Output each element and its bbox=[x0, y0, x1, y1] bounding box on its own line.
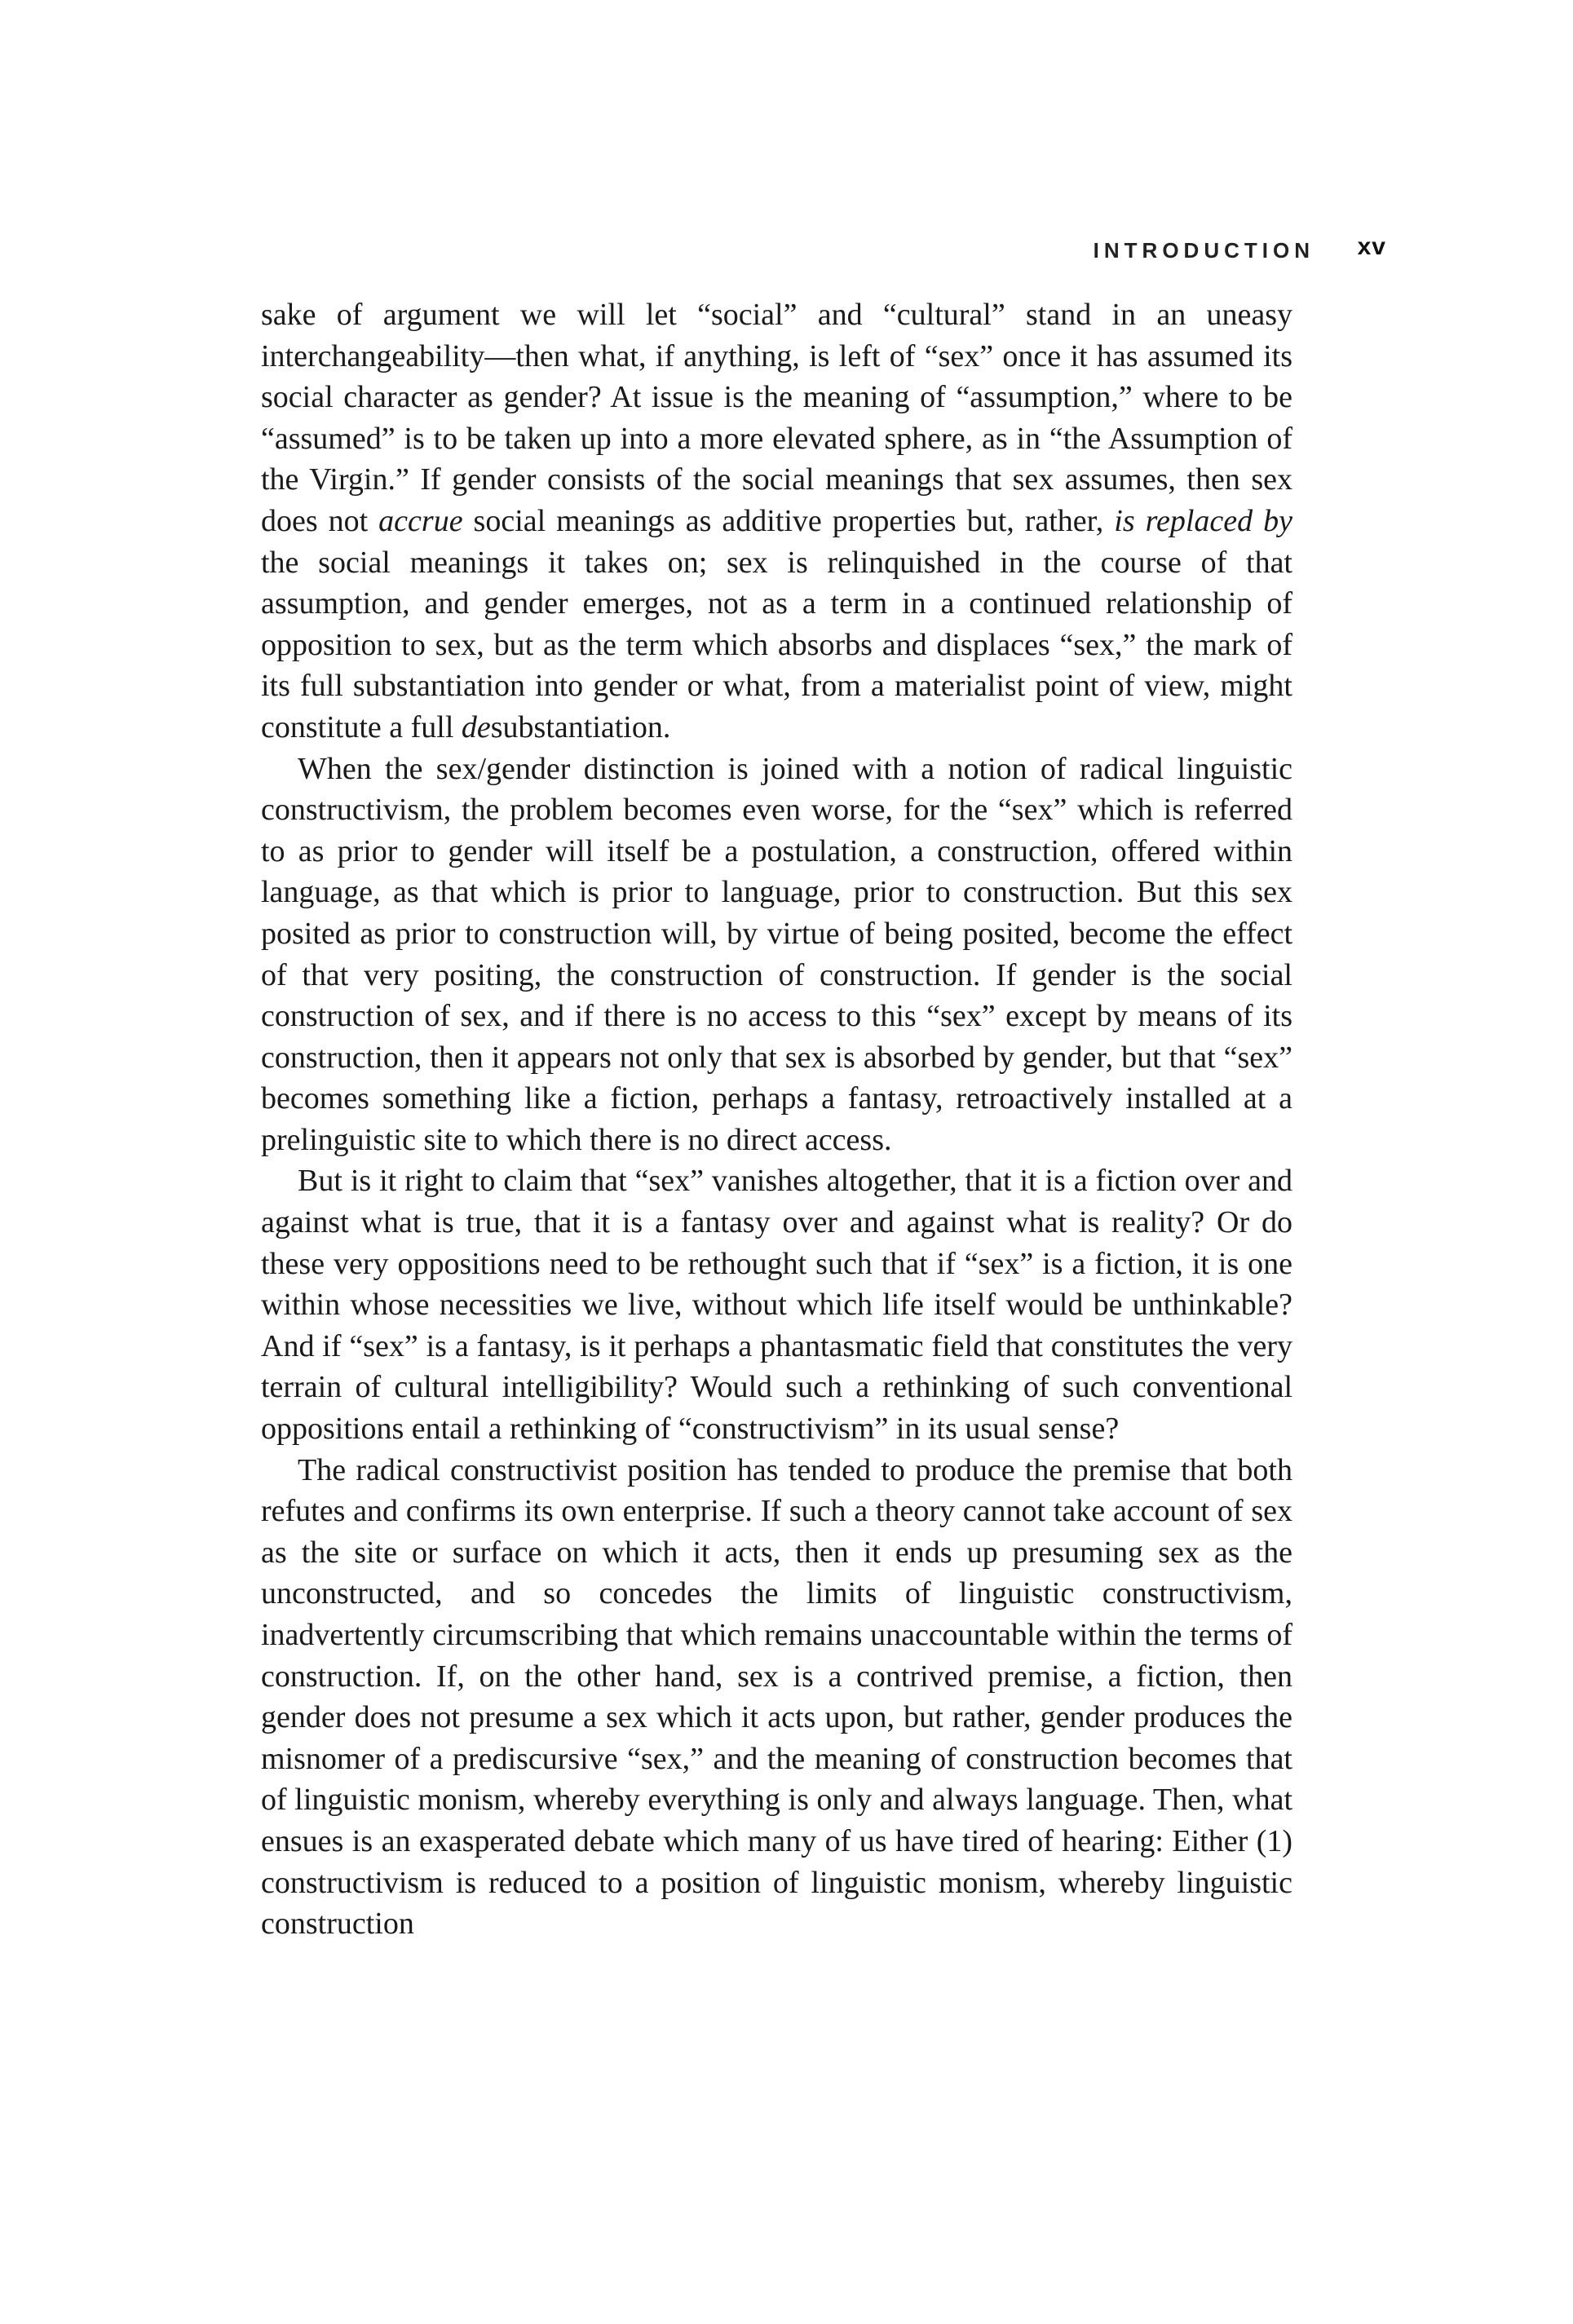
paragraph-1-text-3: the social meanings it takes on; sex is relinquished in the course of that assumption, and gender emerges, not as a term in a continued relationship of opposition to sex, but as the term which absorbs and displaces “sex,” the mark of its full substantiation into gender or what, from a materialist point of view, might constitute a full bbox=[261, 545, 1292, 744]
paragraph-3: But is it right to claim that “sex” vanishes altogether, that it is a fiction over and against what is true, that it is a fantasy over and against what is reality? Or do these very oppositions need to be rethought such that if “sex” is a fiction, it is one within whose necessities we live, without which life itself would be unthinkable? And if “sex” is a fantasy, is it perhaps a phantasmatic field that constitutes the very terrain of cultural intelligibility? Would such a rethinking of such conventional oppositions entail a rethinking of “constructivism” in its usual sense? bbox=[261, 1164, 1292, 1447]
paragraph-4: The radical constructivist position has tended to produce the premise that both refutes and confirms its own enterprise. If such a theory cannot take account of sex as the site or surface on which it acts, then it ends up presuming sex as the unconstructed, and so concedes the limits of linguistic constructivism, inadvertently circumscribing that which remains unaccountable within the terms of construction. If, on the other hand, sex is a contrived premise, a fiction, then gender does not presume a sex which it acts upon, but rather, gender produces the misnomer of a prediscursive “sex,” and the meaning of construction becomes that of linguistic monism, whereby everything is only and always language. Then, what ensues is an exasperated debate which many of us have tired of hearing: Either (1) constructivism is reduced to a position of linguistic monism, whereby linguistic construction bbox=[261, 1452, 1292, 1942]
body-text bbox=[261, 294, 1292, 1945]
paragraph-1-text-2: social meanings as additive properties but, rather, bbox=[462, 503, 1115, 538]
running-head bbox=[1060, 233, 1386, 266]
emphasis-de: de bbox=[461, 709, 491, 744]
paragraph-1-text: sake of argument we will let “social” and “cultural” stand in an uneasy interchangeability—then what, if anything, is left of “sex” once it has assumed its social character as gender? At issue is the meaning of “assumption,” where to be “assumed” is to be taken up into a more elevated sphere, as in “the Assumption of the Virgin.” If gender consists of the social meanings that sex assumes, then sex does not bbox=[261, 298, 1292, 538]
paragraph-2: When the sex/gender distinction is joined with a notion of radical linguistic constructivism, the problem becomes even worse, for the “sex” which is referred to as prior to gender will itself be a postulation, a construction, offered within language, as that which is prior to language, prior to construction. But this sex posited as prior to construction will, by virtue of being posited, become the effect of that very positing, the construction of construction. If gender is the social construction of sex, and if there is no access to this “sex” except by means of its construction, then it appears not only that sex is absorbed by gender, but that “sex” becomes something like a fiction, perhaps a fantasy, retroactively installed at a prelinguistic site to which there is no direct access. bbox=[261, 751, 1292, 1157]
emphasis-is-replaced-by: is replaced by bbox=[1114, 503, 1292, 538]
emphasis-accrue: accrue bbox=[378, 503, 463, 538]
paragraph-1-text-4: substantiation. bbox=[490, 709, 671, 744]
page-number: xv bbox=[1357, 233, 1386, 260]
paragraph-1 bbox=[261, 294, 1292, 749]
running-title: INTRODUCTION bbox=[1093, 238, 1315, 263]
